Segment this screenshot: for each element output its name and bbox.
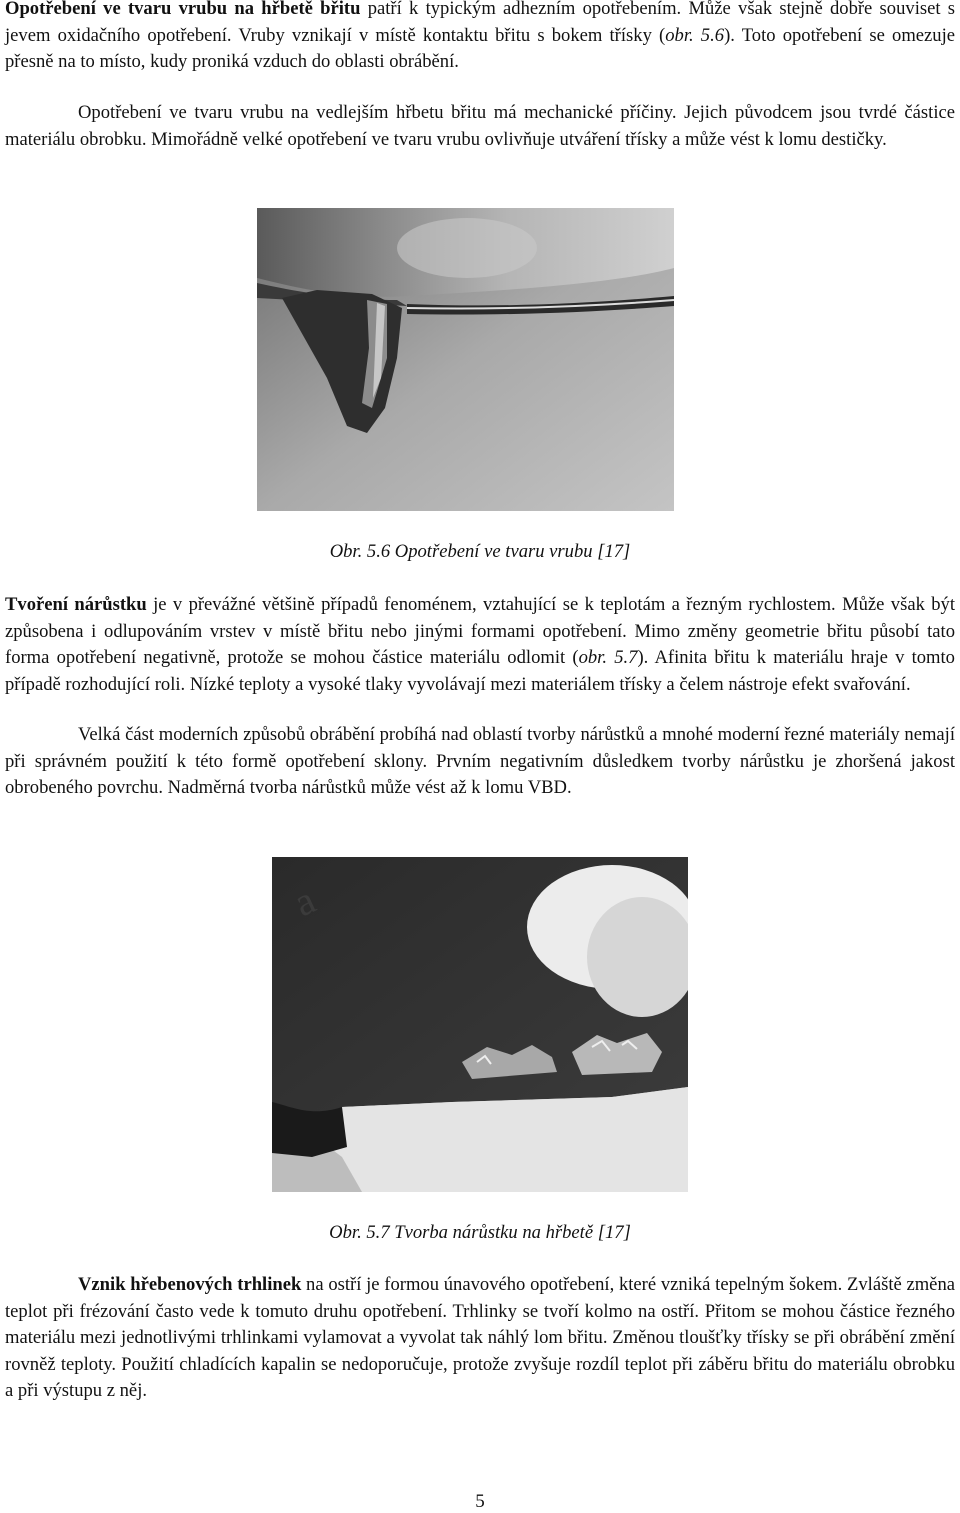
caption-text: Obr. 5.6 Opotřebení ve tvaru vrubu [17] (329, 541, 631, 562)
paragraph-secondary-flank: Opotřebení ve tvaru vrubu na vedlejším hřbetu břitu má mechanické příčiny. Jejich původcem jsou tvrdé částice materiálu obrobku. Mimořádně velké opotřebení ve tvaru vrubu ovlivňuje utváření třísky a může vést k lomu destičky. (5, 102, 955, 150)
figure-ref: obr. 5.7 (578, 647, 638, 669)
text: na ostří je formou únavového opotřebení, které vzniká tepelným šokem. Zvláště změna teplot při frézování často vede k tomuto druhu opotřebení. Trhlinky se tvoří kolmo na ostří. Přitom se mohou částice řezného materiálu mezi jednotlivými trhlinkami vylamovat a vyvolat tak náhlý lom břitu. Změnou tloušťky třísky se při obrábění změní rovněž teploty. Použití chladících kapalin se nedoporučuje, protože zvyšuje rozdíl teplot při záběru břitu do materiálu obrobku a při výstupu z něj. (5, 1274, 955, 1402)
term-built-up-edge: Tvoření nárůstku (5, 594, 147, 615)
paragraph-comb-cracks (5, 1272, 955, 1405)
text: je v převážné většině případů fenoménem, vztahující se k teplotám a řezným rychlostem. Může však být způsobena i odlupováním vrstev v místě břitu nebo jinými formami opotřebení. Mimo změny geometrie břitu působí tato forma opotřebení negativně, protože se mohou částice materiálu odlomit ( (5, 594, 955, 669)
paragraph-notch-wear (5, 0, 955, 76)
term-comb-cracks: Vznik hřebenových trhlinek (78, 1274, 302, 1295)
term-notch-wear: Opotřebení ve tvaru vrubu na hřbetě břitu (5, 0, 361, 19)
text: ). Toto opotřebení se omezuje přesně na to místo, kudy proniká vzduch do oblasti obrábění. (5, 24, 956, 73)
text: patří k typickým adhezním opotřebením. Může však stejně dobře souviset s jevem oxidačního opotřebení. Vruby vznikají v místě kontaktu břitu s bokem třísky ( (5, 0, 955, 46)
figure-caption (0, 541, 960, 563)
paragraph-built-up-edge (5, 592, 955, 698)
figure-caption (0, 1222, 960, 1244)
text: ). Afinita břitu k materiálu hraje v tomto případě rozhodující roli. Nízké teploty a vysoké tlaky vyvolávají mezi materiálem třísky a čelem nástroje efekt svařování. (5, 647, 955, 695)
notch-wear-image (257, 208, 674, 511)
figure-ref: obr. 5.6 (665, 24, 725, 46)
built-up-edge-image (272, 857, 688, 1192)
figure-built-up-edge-photo (272, 857, 688, 1192)
paragraph-modern-machining: Velká část moderních způsobů obrábění probíhá nad oblastí tvorby nárůstků a mnohé moderní řezné materiály nemají při správném použití k této formě opotřebení sklony. Prvním negativním důsledkem tvorby nárůstku je zhoršená jakost obrobeného povrchu. Nadměrná tvorba nárůstků může vést až k lomu VBD. (5, 724, 955, 799)
svg-text:a: a (286, 876, 322, 926)
figure-notch-wear-photo (257, 208, 674, 511)
caption-text: Obr. 5.7 Tvorba nárůstku na hřbetě [17] (329, 1222, 631, 1243)
page-number: 5 (475, 1491, 485, 1512)
